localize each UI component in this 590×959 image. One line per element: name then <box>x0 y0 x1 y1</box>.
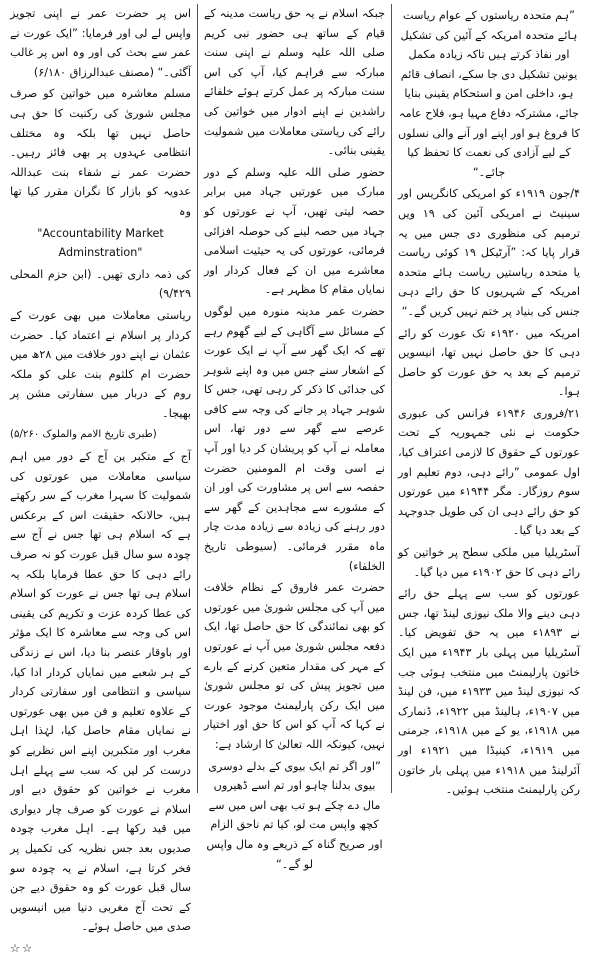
article-paragraph: آسٹریلیا میں ملکی سطح پر خواتین کو رائے دہی کا حق ۱۹۰۲ء میں دیا گیا۔ <box>398 546 580 579</box>
article-paragraph: کی ذمہ داری تھیں۔ (ابن حزم المحلی ۹/۴۲۹) <box>10 267 191 301</box>
article-paragraph: حضور صلی اللہ علیہ وسلم کے دور مبارک میں عورتیں جہاد میں برابر حصہ لیتی تھیں، آپ نے عورتوں کو جہاد میں حصہ لینے کی حوصلہ افزائی فرمائی، عورتوں کی یہ حیثیت اسلامی معاشرے میں ان کے فعال کردار اور نمایاں مقام کا مظہر ہے۔ <box>204 165 385 297</box>
article-paragraph: ریاستی معاملات میں بھی عورت کے کردار پر اسلام نے اعتماد کیا۔ حضرت عثمان نے اپنے دور خلافت میں ۲۸ھ میں حضرت ام کلثوم بنت علی کو ملکہ روم کے دربار میں سفارتی مشن پر بھیجا۔ <box>10 308 191 420</box>
article-paragraph: حضرت عمر فاروق کے نظام خلافت میں آپ کی مجلس شوریٰ میں عورتوں کو بھی نمائندگی کا حق حاصل تھا، ایک دفعہ مجلس شوریٰ میں آپ نے عورتوں کے مہر کی مقدار متعین کرنے کے بارے میں تجویز پیش کی تو مجلس شوریٰ میں ایک رکن پارلیمنٹ موجود عورت نے کہا کہ آپ کو اس کا حق اور اختیار نہیں، کیونکہ اللہ تعالیٰ کا ارشاد ہے: <box>204 581 385 751</box>
preamble-quote: ”ہم متحدہ ریاستوں کے عوام ریاست ہائے متحدہ امریکہ کے آئین کی تشکیل اور نفاذ کرتے ہیں تاکہ زیادہ مکمل یونین تشکیل دی جا سکے، انصاف قائم ہو، داخلی امن و استحکام یقینی بنایا جائے، مشترکہ دفاع مہیا ہو، فلاح عامہ کا فروغ ہو اور اپنے اور آنے والی نسلوں کے لیے آزادی کی نعمت کا تحفظ کیا جائے۔“ <box>398 9 580 179</box>
verse-quote: ”اور اگر تم ایک بیوی کے بدلے دوسری بیوی بدلنا چاہو اور تم اسے ڈھیروں مال دے چکے ہو تب بھی اس میں سے کچھ واپس مت لو، کیا تم ناحق الزام اور صریح گناہ کے ذریعے وہ مال واپس لو گے۔“ <box>206 759 383 871</box>
english-phrase: "Accountability Market Adminstration" <box>37 226 164 260</box>
article-paragraph: جبکہ اسلام نے یہ حق ریاست مدینہ کے قیام کے ساتھ ہی حضور نبی کریم صلی اللہ علیہ وسلم نے اپنی سنت مبارکہ سے فراہم کیا، آپ کی اس سنت مبارکہ پر عمل کرتے ہوئے خلفائے راشدین نے اپنے ادوار میں خواتین کی رائے کی ریاستی معاملات میں شمولیت یقینی بنائی۔ <box>204 7 385 158</box>
article-paragraph: اس پر حضرت عمر نے اپنی تجویز واپس لے لی اور فرمایا: ”ایک عورت نے عمر سے بحث کی اور وہ اس پر غالب آگئی۔“ (مصنف عبدالرزاق ۶/۱۸۰) <box>10 7 191 79</box>
article-paragraph: عورتوں کو سب سے پہلے حق رائے دہی دینے والا ملک نیوزی لینڈ تھا، جس نے ۱۸۹۳ء میں یہ حق تفویض کیا۔ آسٹریلیا میں پہلی بار ۱۹۴۳ء میں ایک خاتون پارلیمنٹ میں منتخب ہوئی جب کہ نیوزی لینڈ میں ۱۹۳۳ء میں، فن لینڈ میں ۱۹۰۷ء، ہالینڈ میں ۱۹۲۲ء، ڈنمارک میں ۱۹۱۸ء، یو کے میں ۱۹۱۸ء، جرمنی میں ۱۹۱۹ء، کینیڈا میں ۱۹۲۱ء اور آئرلینڈ میں ۱۹۱۸ء میں پہلی بار خاتون رکن پارلیمنٹ منتخب ہوئیں۔ <box>398 587 581 797</box>
article-paragraph: حضرت عمر مدینہ منورہ میں لوگوں کے مسائل سے آگاہی کے لیے گھوم رہے تھے کہ ایک گھر سے آپ نے ایک عورت کے اشعار سنے جس میں وہ اپنے شوہر کی جدائی کا ذکر کر رہی تھی، جس کا شوہر جہاد پر جانے کی وجہ سے کافی عرصے سے گھر سے دور تھا، اس معاملہ نے آپ کو پریشان کر دیا اور آپ نے اسی وقت ام المومنین حضرت حفصہ سے اس پر مشاورت کی اور ان کے مشورے سے مجاہدین کے گھر سے دور رہنے کی زیادہ سے زیادہ مدت چار ماہ مقرر فرمائی۔ (سیوطی تاریخ الخلفاء) <box>204 304 385 573</box>
column-left <box>4 4 198 955</box>
end-mark: ☆☆ <box>10 941 35 955</box>
article-paragraph: ۲۱/فروری ۱۹۴۶ء فرانس کی عبوری حکومت نے نئی جمہوریہ کے تحت عورتوں کے حقوق کا لازمی اعتراف کیا، اول عمومی ”رائے دہی، دوم تعلیم اور سوم روزگار۔ مگر ۱۹۴۴ء میں عورتوں کو حق رائے دہی ان کی طویل جدوجہد کے بعد دیا گیا۔ <box>398 406 580 538</box>
article-paragraph: ۴/جون ۱۹۱۹ء کو امریکی کانگریس اور سینیٹ نے امریکی آئین کی ۱۹ ویں ترمیم کی منظوری دی جس میں یہ قرار پایا کہ: ”آرٹیکل ۱۹ کوئی ریاست یا متحدہ ریاستیں ریاست ہائے متحدہ امریکہ کے شہریوں کا حق رائے دہی جنس کی بنیاد پر ختم نہیں کریں گے۔“ <box>398 187 581 318</box>
column-middle <box>198 4 392 871</box>
article-paragraph: امریکہ میں ۱۹۲۰ء تک عورت کو رائے دہی کا حق حاصل نہیں تھا، انیسویں ترمیم کے بعد یہ حق عورت کو حاصل ہوا۔ <box>398 326 580 399</box>
reference-citation: (طبری تاریخ الامم والملوک ۵/۲۶۰) <box>10 429 157 441</box>
column-right <box>392 4 586 797</box>
article-paragraph: مسلم معاشرہ میں خواتین کو صرف مجلس شوریٰ کی رکنیت کا حق ہی حاصل نہیں تھا بلکہ وہ مختلف انتظامی عہدوں پر بھی فائز رہیں۔ حضرت عمر نے شفاء بنت عبداللہ عدویہ کو بازار کا نگران مقرر کیا تھا وہ <box>10 87 191 218</box>
article-paragraph: آج کے متکبر ین آج کے دور میں اہم سیاسی معاملات میں عورتوں کی شمولیت کا سہرا مغرب کے سر رکھتے ہیں، حالانکہ حقیقت اس کے برعکس ہے کہ اسلام ہی تھا جس نے آج سے چودہ سو سال قبل عورت کو نہ صرف رائے دہی کا حق عطا فرمایا بلکہ یہ اسلام ہی تھا جس نے عورت کو اسلام کی عطا کردہ عزت و تکریم کی یقینی اس کی وجہ سے معاشرہ کا ایک مؤثر اور باوقار عنصر بنا دیا، اس نے زندگی کے ہر شعبے میں نمایاں کردار ادا کیا، سیاسی و انتظامی اور سفارتی کردار کے علاوہ تعلیم و فن میں بھی عورتوں نے نمایاں مقام حاصل کیا، لہٰذا اہل مغرب اور متکبرین اپنے اس نظریے کو درست کر لیں کہ سب سے پہلے اہل مغرب نے خواتین کو حقوق دیے اور اسلام نے عورت کو صرف چار دیواری میں قید رکھا ہے۔ اہل مغرب چودہ صدیوں بعد جس نظریہ کی تکمیل پر فخر کرتا ہے، اسلام نے یہ چودہ سو سال قبل عورت کو وہ حقوق دیے جن کے تحت آج مغربی دنیا میں انیسویں صدی میں حاصل ہوئے۔ <box>10 450 191 934</box>
